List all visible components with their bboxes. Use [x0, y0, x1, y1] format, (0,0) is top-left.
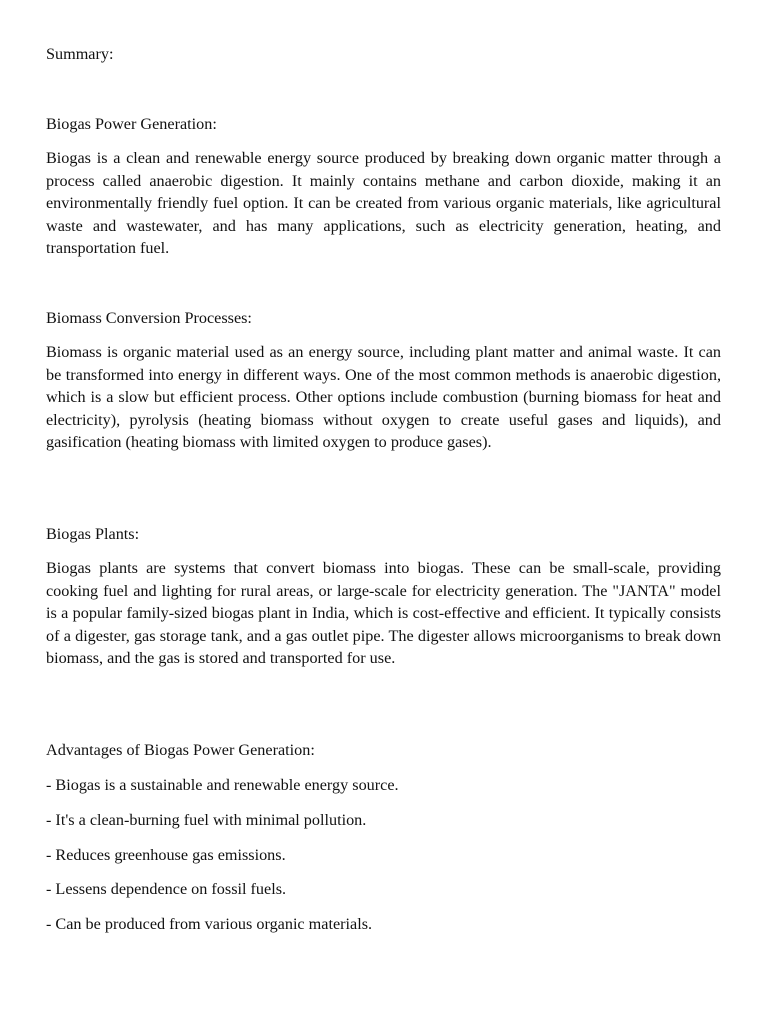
section-heading-biogas-power-generation: Biogas Power Generation: — [46, 115, 217, 133]
advantages-heading: Advantages of Biogas Power Generation: — [46, 741, 315, 759]
section-body-biogas-power-generation: Biogas is a clean and renewable energy source produced by breaking down organic matter through a process called anaerobic digestion. It mainly contains methane and carbon dioxide, making it an environmentally friendly fuel option. It can be created from various organic materials, like agricultural waste and wastewater, and has many applications, such as electricity generation, heating, and transportation fuel. — [46, 149, 721, 258]
advantage-item: - It's a clean-burning fuel with minimal pollution. — [46, 811, 367, 829]
section-heading-biogas-plants: Biogas Plants: — [46, 525, 140, 543]
advantage-item: - Can be produced from various organic materials. — [46, 915, 373, 933]
summary-label: Summary: — [46, 45, 114, 63]
advantage-item: - Biogas is a sustainable and renewable energy source. — [46, 776, 399, 794]
section-body-biomass-conversion: Biomass is organic material used as an energy source, including plant matter and animal waste. It can be transformed into energy in different ways. One of the most common methods is anaerobic digestion, which is a slow but efficient process. Other options include combustion (burning biomass for heat and electricity), pyrolysis (heating biomass without oxygen to create useful gases and liquids), and gasification (heating biomass with limited oxygen to produce gases). — [46, 343, 721, 452]
advantage-item: - Lessens dependence on fossil fuels. — [46, 880, 287, 898]
section-heading-biomass-conversion: Biomass Conversion Processes: — [46, 309, 252, 327]
section-body-biogas-plants: Biogas plants are systems that convert biomass into biogas. These can be small-scale, providing cooking fuel and lighting for rural areas, or large-scale for electricity generation. The "JANTA" model is a popular family-sized biogas plant in India, which is cost-effective and efficient. It typically consists of a digester, gas storage tank, and a gas outlet pipe. The digester allows microorganisms to break down biomass, and the gas is stored and transported for use. — [46, 559, 721, 668]
advantage-item: - Reduces greenhouse gas emissions. — [46, 846, 286, 864]
